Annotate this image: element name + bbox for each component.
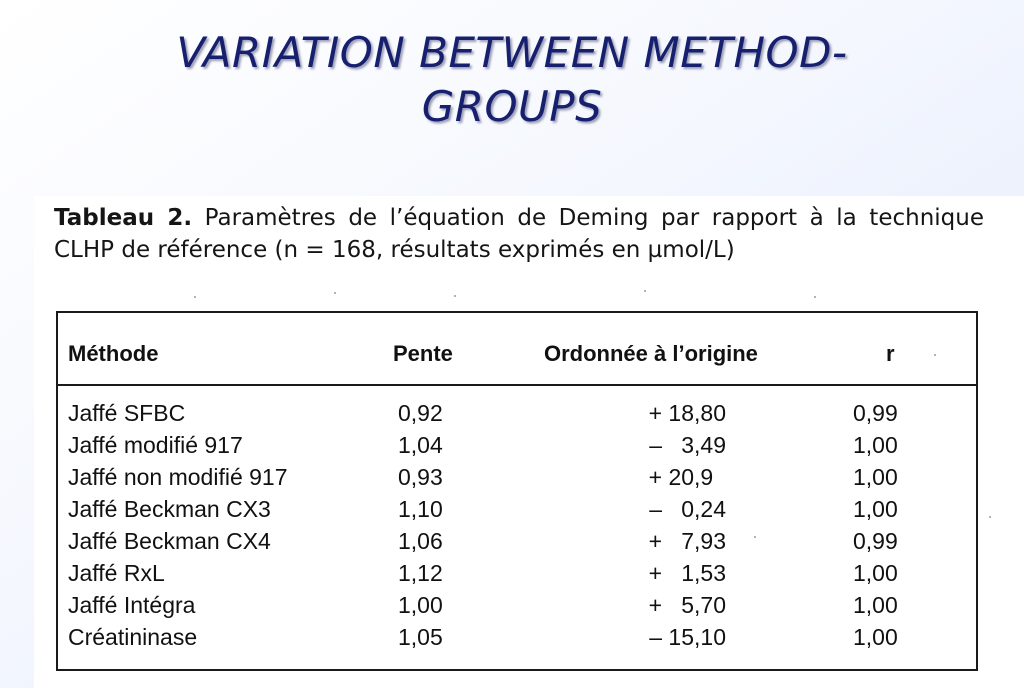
data-table [56,311,978,671]
table-row [58,557,976,589]
table-row [58,525,976,557]
scan-speck [454,295,456,297]
cell-intercept: + 20,9 [648,464,726,490]
slide-title [0,26,1024,134]
cell-method: Jaffé non modifié 917 [68,464,288,490]
cell-slope: 0,93 [398,464,443,490]
cell-intercept: – 15,10 [649,624,726,650]
cell-slope: 1,00 [398,592,443,618]
table-row [58,621,976,653]
header-method: Méthode [68,341,159,366]
cell-intercept: + 1,53 [648,560,726,586]
cell-intercept: – 3,49 [649,432,726,458]
cell-slope: 0,92 [398,400,443,426]
table-row [58,493,976,525]
slide-title-line-2: GROUPS [421,82,603,131]
cell-method: Jaffé Beckman CX3 [68,496,271,522]
cell-slope: 1,04 [398,432,443,458]
header-intercept: Ordonnée à l’origine [544,341,758,366]
cell-method: Jaffé Beckman CX4 [68,528,271,554]
scanned-table-image [34,196,1024,688]
slide-title-line-1: VARIATION BETWEEN METHOD- [176,28,848,77]
scan-speck [754,536,756,538]
scan-speck [194,296,196,298]
table-row [58,589,976,621]
scan-speck [644,290,646,292]
cell-r: 1,00 [853,624,898,650]
table-row [58,397,976,429]
header-r: r [886,341,895,366]
cell-r: 0,99 [853,528,898,554]
cell-r: 1,00 [853,592,898,618]
scan-speck [989,516,991,518]
header-divider [58,384,976,386]
scan-speck [814,296,816,298]
caption-text: Paramètres de l’équation de Deming par rapport à la technique CLHP de référence (n = 168, résultats exprimés en µmol/L) [54,205,984,263]
scan-speck [934,354,936,356]
cell-r: 1,00 [853,496,898,522]
cell-method: Jaffé Intégra [68,592,196,618]
scan-speck [334,292,336,294]
cell-method: Jaffé RxL [68,560,165,586]
cell-r: 1,00 [853,560,898,586]
cell-method: Jaffé SFBC [68,400,186,426]
cell-slope: 1,06 [398,528,443,554]
cell-intercept: + 5,70 [648,592,726,618]
table-row [58,429,976,461]
cell-slope: 1,12 [398,560,443,586]
cell-r: 1,00 [853,464,898,490]
header-slope: Pente [393,341,453,366]
cell-intercept: – 0,24 [649,496,726,522]
cell-slope: 1,05 [398,624,443,650]
table-caption [54,202,984,266]
cell-intercept: + 18,80 [648,400,726,426]
cell-slope: 1,10 [398,496,443,522]
cell-intercept: + 7,93 [648,528,726,554]
caption-label: Tableau 2. [54,205,193,231]
cell-r: 1,00 [853,432,898,458]
cell-method: Jaffé modifié 917 [68,432,243,458]
cell-r: 0,99 [853,400,898,426]
table-row [58,461,976,493]
table-body [58,397,976,653]
cell-method: Créatininase [68,624,198,650]
